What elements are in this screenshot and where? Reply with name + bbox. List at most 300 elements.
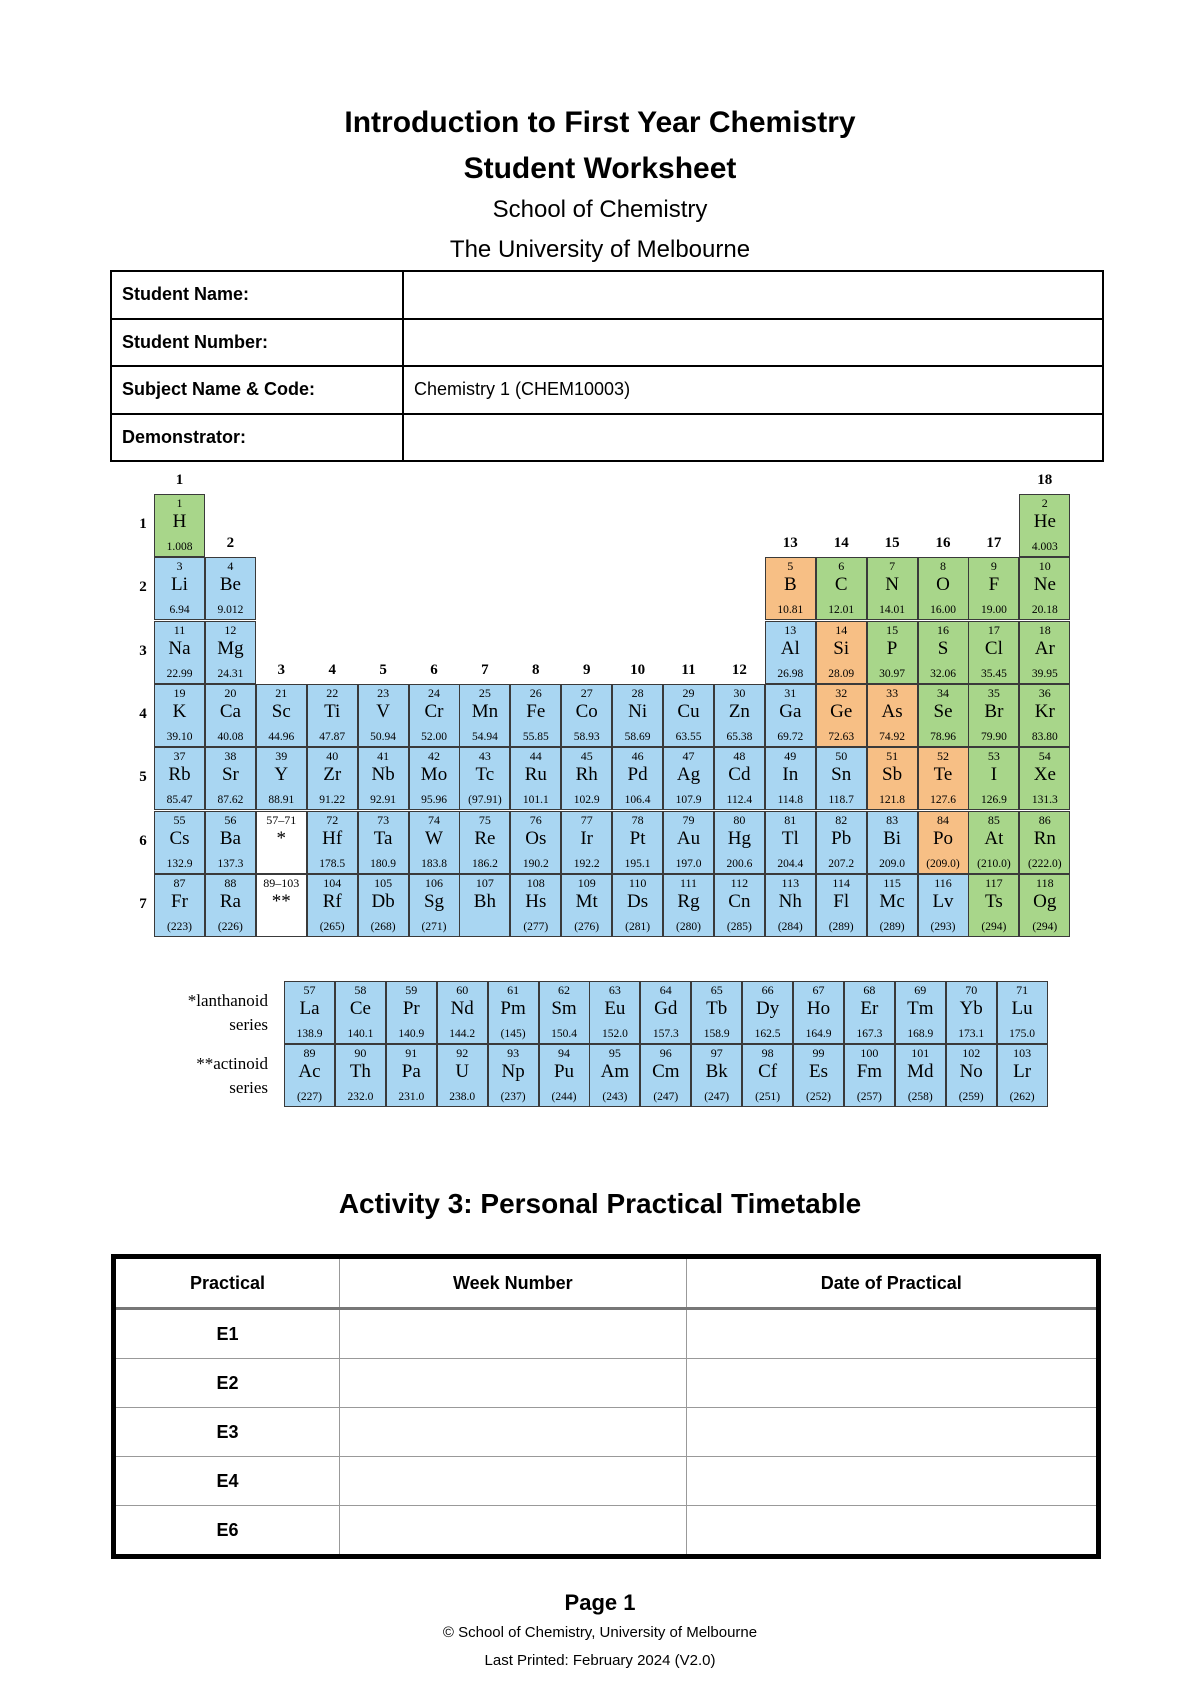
atomic-number: 60	[456, 983, 469, 997]
document-subtitle: Student Worksheet	[463, 152, 737, 185]
element-symbol: Fe	[526, 700, 546, 722]
atomic-mass: (252)	[806, 1091, 831, 1103]
element-symbol: Ni	[628, 700, 648, 722]
element-symbol: Cu	[677, 700, 700, 722]
element-symbol: Sg	[423, 890, 445, 912]
atomic-number: 101	[911, 1046, 930, 1060]
element-cell	[256, 811, 307, 874]
element-symbol: Ge	[830, 700, 853, 722]
period-label: 4	[139, 705, 147, 722]
atomic-mass: 107.9	[675, 794, 702, 807]
element-cell	[459, 874, 510, 937]
atomic-number: 73	[377, 812, 390, 827]
atomic-number: 96	[659, 1046, 672, 1060]
atomic-number: 47	[682, 749, 695, 764]
element-symbol: Lr	[1013, 1061, 1032, 1082]
last-printed-text: Last Printed: February 2024 (V2.0)	[484, 1652, 716, 1669]
element-cell	[488, 1044, 539, 1107]
atomic-mass: 79.90	[980, 730, 1007, 743]
atomic-mass: 9.012	[217, 604, 244, 617]
period-label: 6	[139, 832, 147, 849]
atomic-mass: 238.0	[449, 1091, 476, 1103]
element-symbol: Am	[600, 1061, 630, 1082]
atomic-mass: (223)	[167, 920, 192, 933]
atomic-number: 112	[730, 875, 749, 890]
element-symbol: In	[782, 764, 799, 786]
atomic-mass: 69.72	[777, 730, 804, 743]
element-cell	[358, 874, 409, 937]
atomic-mass: 137.3	[217, 857, 244, 870]
page-number: Page 1	[564, 1590, 636, 1615]
atomic-mass: 132.9	[166, 857, 193, 870]
week-number-cell[interactable]	[340, 1457, 687, 1506]
atomic-number: 48	[733, 749, 746, 764]
element-symbol: Tc	[475, 764, 495, 786]
element-cell	[663, 684, 714, 747]
group-label: 4	[328, 661, 336, 678]
element-cell	[867, 811, 918, 874]
atomic-number: 84	[937, 812, 949, 827]
atomic-mass: 55.85	[522, 730, 549, 743]
atomic-mass: 195.1	[624, 857, 651, 870]
element-symbol: Cn	[728, 890, 751, 912]
week-number-cell[interactable]	[340, 1309, 687, 1359]
atomic-number: 58	[354, 983, 367, 997]
atomic-number: 46	[631, 749, 644, 764]
atomic-number: 54	[1038, 749, 1051, 764]
element-cell	[997, 981, 1048, 1044]
element-symbol: Mn	[471, 700, 499, 722]
element-symbol: Po	[932, 827, 954, 849]
atomic-mass: 231.0	[398, 1091, 425, 1103]
period-label: 1	[139, 516, 147, 532]
timetable-row	[114, 1408, 1099, 1457]
element-cell	[561, 874, 612, 937]
element-symbol: Rh	[575, 764, 598, 786]
activity-title: Activity 3: Personal Practical Timetable	[338, 1188, 862, 1219]
element-cell	[946, 1044, 997, 1107]
atomic-mass: (237)	[500, 1091, 526, 1103]
element-symbol: Sn	[831, 764, 852, 786]
atomic-number: 32	[835, 685, 848, 700]
atomic-number: 79	[682, 812, 695, 827]
element-symbol: Ca	[219, 700, 241, 722]
atomic-number: 1	[176, 496, 183, 510]
atomic-number: 44	[529, 749, 542, 764]
element-cell	[205, 747, 256, 810]
element-cell	[816, 747, 867, 810]
atomic-mass: 118.7	[828, 794, 854, 807]
element-cell	[561, 684, 612, 747]
element-symbol: Fr	[171, 890, 188, 912]
element-cell	[539, 981, 590, 1044]
atomic-mass: (276)	[574, 920, 600, 933]
atomic-number: 6	[838, 559, 845, 574]
element-cell	[714, 874, 765, 937]
element-symbol: Nb	[371, 764, 395, 786]
element-symbol: As	[881, 700, 903, 722]
element-symbol: Eu	[604, 998, 626, 1019]
atomic-number: 17	[987, 622, 1000, 637]
atomic-number: 115	[883, 875, 901, 890]
atomic-mass: (294)	[1032, 920, 1058, 933]
element-cell	[510, 874, 561, 937]
atomic-mass: 14.01	[879, 604, 906, 617]
atomic-number: 86	[1038, 812, 1051, 827]
element-symbol: **	[271, 890, 291, 912]
atomic-number: 71	[1016, 983, 1029, 997]
group-label: 17	[986, 535, 1002, 552]
atomic-number: 24	[428, 685, 440, 700]
element-symbol: Al	[780, 637, 800, 659]
atomic-number: 15	[886, 622, 899, 637]
element-cell	[205, 684, 256, 747]
element-cell	[793, 981, 844, 1044]
atomic-mass: (280)	[676, 920, 701, 933]
element-symbol: Be	[219, 574, 241, 596]
week-number-header: Week Number	[340, 1257, 687, 1309]
element-cell	[816, 684, 867, 747]
element-cell	[816, 874, 867, 937]
atomic-mass: (257)	[856, 1091, 882, 1103]
atomic-mass: (268)	[370, 920, 396, 933]
atomic-number: 69	[914, 983, 927, 997]
element-cell	[284, 1044, 335, 1107]
atomic-mass: 1.008	[166, 541, 193, 553]
element-cell	[205, 811, 256, 874]
element-symbol: Na	[168, 637, 191, 659]
atomic-mass: 197.0	[675, 857, 702, 870]
period-label: 3	[139, 642, 147, 659]
period-label: 2	[139, 579, 147, 596]
week-number-cell[interactable]	[340, 1408, 687, 1457]
group-label: 3	[277, 661, 286, 678]
element-cell	[358, 684, 409, 747]
group-label: 1	[175, 472, 184, 488]
atomic-mass: (289)	[879, 920, 905, 933]
atomic-number: 38	[224, 749, 237, 764]
atomic-mass: (251)	[755, 1091, 781, 1103]
atomic-mass: 178.5	[319, 857, 346, 870]
atomic-number: 75	[478, 812, 491, 827]
element-cell	[256, 874, 307, 937]
timetable-row	[114, 1359, 1099, 1408]
atomic-mass: 85.47	[166, 794, 193, 807]
lanthanoid-series-label	[138, 989, 268, 1037]
element-cell	[816, 621, 867, 684]
date-cell[interactable]	[686, 1506, 1098, 1557]
atomic-number: 105	[374, 875, 393, 890]
atomic-mass: 114.8	[777, 794, 804, 807]
element-cell	[968, 874, 1019, 937]
atomic-mass: 35.45	[980, 667, 1007, 680]
atomic-number: 61	[507, 983, 520, 997]
element-cell	[307, 684, 358, 747]
atomic-number: 10	[1038, 559, 1051, 574]
atomic-number: 97	[710, 1046, 723, 1060]
element-symbol: Yb	[959, 998, 983, 1019]
element-symbol: Rn	[1033, 827, 1056, 849]
element-cell	[1019, 557, 1070, 620]
atomic-mass: 164.9	[805, 1028, 832, 1040]
atomic-mass: (222.0)	[1028, 857, 1062, 870]
element-symbol: Hg	[727, 827, 751, 849]
atomic-mass: 63.55	[675, 730, 702, 743]
element-symbol: Y	[274, 764, 289, 786]
element-cell	[488, 981, 539, 1044]
atomic-mass: (265)	[319, 920, 345, 933]
date-cell[interactable]	[686, 1408, 1098, 1457]
atomic-mass: 58.69	[624, 730, 651, 743]
atomic-number: 53	[987, 749, 1000, 764]
atomic-number: 67	[812, 983, 825, 997]
element-cell	[459, 684, 510, 747]
element-symbol: Li	[171, 574, 188, 596]
date-cell[interactable]	[686, 1457, 1098, 1506]
element-symbol: O	[936, 574, 950, 596]
element-cell	[765, 747, 816, 810]
element-symbol: Ba	[219, 827, 241, 849]
atomic-number: 35	[987, 685, 1000, 700]
atomic-mass: (289)	[828, 920, 854, 933]
atomic-number: 18	[1038, 622, 1051, 637]
element-cell	[765, 621, 816, 684]
element-symbol: S	[937, 637, 949, 659]
atomic-mass: 52.00	[421, 730, 447, 743]
atomic-number: 34	[937, 685, 949, 700]
element-cell	[205, 621, 256, 684]
element-symbol: He	[1033, 511, 1056, 532]
atomic-number: 16	[937, 622, 949, 637]
element-symbol: *	[276, 827, 287, 849]
element-cell	[1019, 684, 1070, 747]
element-symbol: Pb	[831, 827, 852, 849]
atomic-mass: (227)	[297, 1091, 322, 1103]
element-symbol: Ac	[298, 1061, 321, 1082]
school-name: School of Chemistry	[492, 196, 708, 223]
actinoid-series-label	[138, 1052, 268, 1100]
element-cell	[154, 494, 205, 557]
group-label: 15	[884, 535, 900, 552]
atomic-mass: 140.9	[398, 1028, 425, 1040]
atomic-number: 21	[275, 685, 288, 700]
atomic-number: 57	[303, 983, 316, 997]
atomic-number: 83	[886, 812, 899, 827]
element-cell	[844, 1044, 895, 1107]
demonstrator-label: Demonstrator:	[111, 414, 403, 462]
element-cell	[307, 811, 358, 874]
series-label-line: series	[229, 1078, 268, 1097]
atomic-number: 7	[889, 559, 896, 574]
element-cell	[867, 874, 918, 937]
atomic-mass: 40.08	[217, 730, 244, 743]
timetable-row	[114, 1309, 1099, 1359]
atomic-number: 29	[682, 685, 695, 700]
atomic-mass: 16.00	[930, 604, 956, 617]
element-symbol: Cd	[728, 764, 751, 786]
element-cell	[918, 684, 969, 747]
group-label: 13	[782, 535, 798, 552]
element-cell	[793, 1044, 844, 1107]
element-cell	[742, 1044, 793, 1107]
atomic-number: 110	[628, 875, 647, 890]
element-symbol: Hf	[322, 827, 343, 849]
element-cell	[918, 747, 969, 810]
group-label: 7	[481, 661, 489, 678]
atomic-mass: 168.9	[907, 1028, 934, 1040]
atomic-number: 40	[326, 749, 339, 764]
practical-cell: E3	[114, 1408, 340, 1457]
atomic-number: 117	[985, 875, 1003, 890]
atomic-number: 72	[326, 812, 339, 827]
group-label: 9	[582, 661, 591, 678]
element-cell	[510, 684, 561, 747]
atomic-mass: (244)	[551, 1091, 577, 1103]
element-cell	[437, 1044, 488, 1107]
atomic-number: 87	[173, 875, 186, 890]
atomic-mass: 232.0	[347, 1091, 374, 1103]
atomic-number: 41	[377, 749, 390, 764]
student-name-label: Student Name:	[111, 271, 403, 319]
element-cell	[612, 874, 663, 937]
element-cell	[205, 557, 256, 620]
element-symbol: Sm	[551, 998, 577, 1019]
practical-header: Practical	[114, 1257, 340, 1309]
element-symbol: Fl	[833, 890, 850, 912]
element-symbol: Bh	[473, 890, 496, 912]
group-label: 18	[1037, 472, 1053, 488]
element-symbol: Rb	[168, 764, 191, 786]
atomic-number: 14	[835, 622, 848, 637]
atomic-number: 33	[886, 685, 899, 700]
atomic-mass: 12.01	[828, 604, 855, 617]
element-cell	[409, 747, 460, 810]
atomic-mass: 150.4	[551, 1028, 577, 1040]
element-cell	[968, 684, 1019, 747]
atomic-number: 23	[377, 685, 390, 700]
subject-field[interactable]: Chemistry 1 (CHEM10003)	[403, 366, 1103, 414]
element-symbol: Rg	[677, 890, 700, 912]
atomic-number: 55	[173, 812, 186, 827]
week-number-cell[interactable]	[340, 1506, 687, 1557]
timetable-header-row	[114, 1257, 1099, 1309]
atomic-number: 36	[1038, 685, 1051, 700]
atomic-number: 90	[354, 1046, 367, 1060]
element-symbol: W	[425, 827, 443, 849]
atomic-mass: 126.9	[980, 794, 1007, 807]
element-symbol: Te	[933, 764, 953, 786]
element-cell	[335, 981, 386, 1044]
copyright-text: © School of Chemistry, University of Melbourne	[442, 1624, 758, 1641]
element-symbol: Bk	[705, 1061, 728, 1082]
element-symbol: Sb	[882, 764, 903, 786]
series-label-line: series	[229, 1015, 268, 1034]
element-symbol: H	[172, 511, 187, 532]
element-cell	[867, 747, 918, 810]
element-cell	[691, 981, 742, 1044]
element-symbol: Gd	[654, 998, 678, 1019]
week-number-cell[interactable]	[340, 1359, 687, 1408]
element-cell	[409, 684, 460, 747]
practical-cell: E1	[114, 1309, 340, 1359]
atomic-number: 66	[761, 983, 774, 997]
atomic-number: 51	[886, 749, 899, 764]
element-symbol: V	[376, 700, 390, 722]
element-cell	[256, 747, 307, 810]
atomic-mass: 50.94	[370, 730, 397, 743]
atomic-mass: 200.6	[726, 857, 753, 870]
atomic-mass: 190.2	[522, 857, 549, 870]
atomic-number: 77	[580, 812, 593, 827]
element-symbol: Cs	[169, 827, 190, 849]
date-cell[interactable]	[686, 1309, 1098, 1359]
atomic-number: 19	[173, 685, 186, 700]
group-label: 14	[833, 535, 849, 552]
element-symbol: Es	[809, 1061, 828, 1082]
atomic-mass: 19.00	[980, 604, 1007, 617]
atomic-mass: (281)	[625, 920, 651, 933]
element-cell	[154, 874, 205, 937]
element-cell	[1019, 494, 1070, 557]
element-symbol: N	[885, 574, 899, 596]
element-cell	[612, 811, 663, 874]
atomic-number: 95	[608, 1046, 621, 1060]
atomic-mass: (226)	[217, 920, 243, 933]
element-symbol: Hs	[525, 890, 547, 912]
element-cell	[968, 557, 1019, 620]
atomic-mass: 83.80	[1031, 730, 1058, 743]
element-symbol: Pu	[553, 1061, 575, 1082]
atomic-number: 89	[303, 1046, 316, 1060]
atomic-number: 80	[733, 812, 746, 827]
element-symbol: Ir	[580, 827, 594, 849]
element-cell	[154, 684, 205, 747]
element-cell	[867, 621, 918, 684]
element-cell	[640, 1044, 691, 1107]
element-symbol: Cm	[652, 1061, 680, 1082]
element-cell	[589, 981, 640, 1044]
subject-label: Subject Name & Code:	[111, 366, 403, 414]
atomic-number: 116	[934, 875, 952, 890]
element-symbol: La	[299, 998, 320, 1019]
element-symbol: At	[984, 827, 1004, 849]
atomic-mass: 144.2	[449, 1028, 476, 1040]
atomic-number: 42	[428, 749, 440, 764]
atomic-number: 12	[224, 622, 237, 637]
atomic-mass: (294)	[981, 920, 1007, 933]
element-symbol: Kr	[1034, 700, 1055, 722]
atomic-number: 3	[176, 559, 183, 574]
atomic-mass: 65.38	[726, 730, 753, 743]
atomic-mass: 28.09	[828, 667, 855, 680]
element-cell	[154, 747, 205, 810]
element-symbol: C	[834, 574, 848, 596]
element-cell	[589, 1044, 640, 1107]
element-cell	[640, 981, 691, 1044]
atomic-mass: (293)	[930, 920, 956, 933]
practical-timetable	[111, 1254, 1101, 1559]
atomic-mass: 22.99	[166, 667, 193, 680]
element-cell	[968, 811, 1019, 874]
element-cell	[714, 811, 765, 874]
element-symbol: Fm	[856, 1061, 883, 1082]
date-cell[interactable]	[686, 1359, 1098, 1408]
element-symbol: Lv	[932, 890, 954, 912]
element-symbol: Sc	[271, 700, 291, 722]
atomic-number: 78	[631, 812, 644, 827]
atomic-number: 57–71	[266, 812, 297, 827]
element-cell	[663, 811, 714, 874]
